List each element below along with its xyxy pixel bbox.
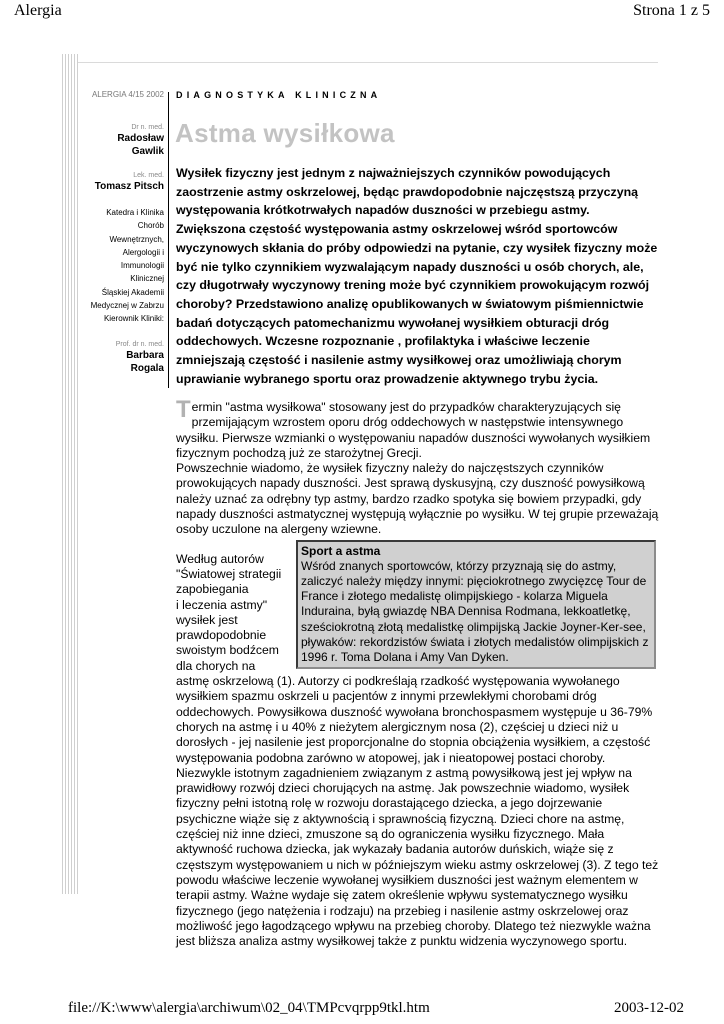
article-title: Astma wysiłkowa [175, 118, 395, 148]
article-abstract: Wysiłek fizyczny jest jednym z najważniejszych czynników powodujących zaostrzenie astmy oskrzelowej, będąc prawdopodobnie najczęstszą przyczyną występowania krótkotrwałych napadów duszności w przebiegu astmy. Zwiększona częstość występowania astmy oskrzelowej wśród sportowców wyczynowych skłania do próby odpowiedzi na pytanie, czy wysiłek fizyczny może być nie tylko czynnikiem wyzwalającym napady duszności u osób chorych, ale, czy długotrwały wyczynowy trening może być czynnikiem prowokującym rozwój choroby? Przedstawiono analizę opublikowanych w światowym piśmiennictwie badań dotyczących patomechanizmu wywołanej wysiłkiem obturacji dróg oddechowych. Wczesne rozpoznanie , profilaktyka i właściwe leczenie zmniejszają częstość i nasilenie astmy wysiłkowej oraz umożliwiają chorym uprawianie wybranego sportu oraz prowadzenie aktywnego trybu życia. [176, 166, 658, 386]
top-rule [78, 62, 658, 63]
paragraph: Powszechnie wiadomo, że wysiłek fizyczny należy do najczęstszych czynników prowokujących napady duszności. Jest sprawą dyskusyjną, czy duszność powysiłkową należy uznać za odrębny typ astmy, bardzo rzadko spotyka się bowiem przypadki, gdy napady duszności astmatycznej występują wyłącznie po wysiłku. W tej grupie przeważają osoby uczulone na alergeny wziewne. [176, 461, 659, 537]
drop-cap: T [176, 396, 191, 423]
wrapped-line: Według autorów [176, 551, 264, 566]
author-name: Gawlik [131, 146, 164, 157]
affiliation-line: Kierownik Kliniki: [103, 314, 164, 324]
issue-label: ALERGIA 4/15 2002 [91, 90, 164, 99]
sidebar-divider [168, 92, 169, 388]
paragraph: Niezwykle istotnym zagadnieniem związanym z astmą powysiłkową jest jej wpływ na prawidłowy rozwój dzieci chorujących na astmę. Jak powszechnie wiadomo, wysiłek fizyczny pełni istotną rolę w rozwoju dorastającego dziecka, a jego dojrzewanie psychiczne wiąże się z aktywnością i sprawnością fizyczną. Dzieci chore na astmę, częściej niż inne dzieci, zmuszone są do ograniczenia wysiłku fizycznego. Mała aktywność ruchowa dziecka, jak wykazały badania autorów duńskich, wiąże się z częstszym występowaniem u nich w późniejszym wieku astmy oskrzelowej (3). Z tego też powodu właściwe leczenie wywołanej wysiłkiem duszności jest ważnym elementem w terapii astmy. Ważne wydaje się zatem określenie wpływu systematycznego wysiłku fizycznego (jego natężenia i rodzaju) na przebieg i nasilenie astmy oskrzelowej oraz możliwość jego łagodzącego wpływu na przebieg choroby. Dlatego też niezwykle ważna jest bliższa analiza astmy wysiłkowej także z punktu widzenia wyczynowego sportu. [176, 765, 659, 949]
wrapped-text-column [176, 552, 288, 674]
wrapped-line: swoistym bodźcem [176, 643, 279, 658]
affiliation-line: Medycznej w Zabrzu [90, 301, 164, 311]
print-header [0, 0, 724, 24]
affiliation-line: Chorób [137, 221, 164, 231]
print-footer-date: 2003-12-02 [614, 1000, 684, 1016]
sidebox-text: Wśród znanych sportowców, którzy przyznają się do astmy, zaliczyć należy między innymi: pięciokrotnego zwycięzcę Tour de France i złotego medalistę olimpijskiego - kolarza Miguela Induraina, byłą gwiazdę NBA Dennisa Rodmana, lekkoatletkę, sześciokrotną złotą medalistkę olimpijską Jackie Joyner-Ker-see, pływaków: rekordzistów świata i złotych medalistów olimpijskich z 1996 r. Toma Dolana i Amy Van Dyken. [301, 558, 649, 665]
sidebar [80, 90, 164, 375]
wrapped-line: prawdopodobnie [176, 628, 267, 643]
author-role: Lek. med. [133, 172, 164, 179]
author-name: Barbara [126, 349, 164, 361]
wrapped-line: wysiłek jest [176, 612, 238, 627]
print-footer [0, 1000, 724, 1024]
print-header-title: Alergia [14, 2, 62, 19]
paragraph: ermin "astma wysiłkowa" stosowany jest do przypadków charakteryzujących się przemijającym wzrostem oporu dróg oddechowych w następstwie intensywnego wysiłku. Pierwsze wzmianki o występowaniu napadów duszności wywołanych wysiłkiem fizycznym pochodzą już ze starożytnej Grecji. [176, 400, 651, 460]
affiliation-line: Śląskiej Akademii [101, 287, 164, 297]
author-name: Tomasz Pitsch [94, 181, 164, 192]
wrapped-line: zapobiegania [176, 582, 249, 597]
affiliation-line: Katedra i Klinika [106, 208, 164, 217]
affiliation-line: Immunologii [120, 261, 164, 271]
page-stack-decoration [62, 54, 78, 894]
affiliation-line: Klinicznej [130, 274, 164, 284]
article-body [176, 396, 662, 949]
affiliation [80, 206, 164, 326]
author-name: Radosław [117, 133, 164, 144]
sidebox-title: Sport a astma [301, 543, 381, 558]
affiliation-line: Wewnętrznych, [109, 234, 164, 244]
section-heading: DIAGNOSTYKA KLINICZNA [176, 90, 382, 100]
wrapped-line: "Światowej strategii [176, 566, 282, 581]
paragraph: astmę oskrzelową (1). Autorzy ci podkreślają rzadkość występowania wywołanego wysiłkiem spazmu oskrzeli u pacjentów z innymi przewlekłymi chorobami dróg oddechowych. Powysiłkowa duszność wywołana bronchospasmem występuje u 36-79% chorych na astmę i u 40% z nieżytem alergicznym nosa (2), częściej u dzieci niż u dorosłych - jej nasilenie jest proporcjonalne do stopnia obciążenia wysiłkiem, a częstość występowania podobna zarówno w atopowej, jak i nieatopowej postaci choroby. [176, 674, 653, 765]
author-role: Prof. dr n. med. [115, 340, 164, 348]
sidebox-sport-a-astma [296, 540, 656, 670]
wrapped-line: i leczenia astmy" [176, 597, 268, 612]
wrapped-line: dla chorych na [176, 658, 256, 673]
author-role: Dr n. med. [131, 124, 164, 131]
affiliation-line: Alergologii i [122, 247, 164, 257]
print-header-page: Strona 1 z 5 [633, 2, 710, 19]
print-footer-path: file://K:\www\alergia\archiwum\02_04\TMPcvqrpp9tkl.htm [68, 1000, 430, 1016]
author-name: Rogala [130, 362, 164, 374]
